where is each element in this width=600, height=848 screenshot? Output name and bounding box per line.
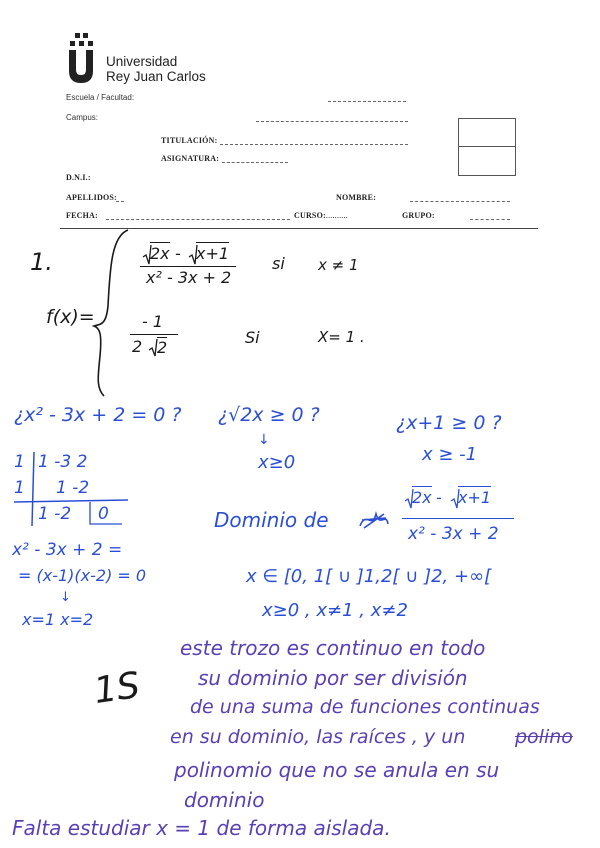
question-sqrt-2x: ¿√2x ≥ 0 ? bbox=[218, 404, 320, 426]
explanation-line-5: polinomio que no se anula en su bbox=[174, 758, 500, 782]
asignatura-label: ASIGNATURA: bbox=[161, 154, 220, 163]
ruffini-lines bbox=[10, 450, 134, 530]
dominio-fraction-bar bbox=[402, 518, 514, 519]
dominio-numerator-minus: - bbox=[436, 488, 442, 507]
grade-box bbox=[458, 118, 516, 176]
escuela-field-line bbox=[328, 101, 406, 102]
dominio-denominator: x² - 3x + 2 bbox=[408, 524, 499, 544]
titulacion-label: TITULACIÓN: bbox=[161, 136, 218, 145]
case1-si: si bbox=[272, 254, 285, 273]
grupo-field-line bbox=[470, 219, 510, 220]
nombre-label: NOMBRE: bbox=[336, 193, 377, 202]
case1-denominator: x² - 3x + 2 bbox=[146, 268, 232, 287]
dominio-numerator-a: 2x bbox=[412, 488, 432, 507]
case2-fraction-bar bbox=[130, 334, 178, 335]
university-line2: Rey Juan Carlos bbox=[106, 69, 206, 84]
case1-numerator-minus: - bbox=[175, 244, 181, 263]
ruffini-row2-lead: 1 bbox=[14, 478, 25, 498]
curso-label-text: CURSO: bbox=[294, 211, 326, 220]
function-name: f(x)= bbox=[46, 306, 95, 328]
case2-denominator-root: 2 bbox=[157, 338, 168, 357]
case1-numerator-a: 2x bbox=[150, 244, 170, 263]
piecewise-brace bbox=[88, 226, 134, 400]
case2-denominator-prefix: 2 bbox=[132, 337, 143, 356]
arrow-sqrt-2x: ↓ bbox=[258, 432, 270, 448]
factorization-line2: = (x-1)(x-2) = 0 bbox=[18, 566, 147, 585]
margin-grade-mark: 1S bbox=[91, 665, 143, 712]
struck-word: polino bbox=[515, 726, 573, 748]
explanation-line-4: en su dominio, las raíces , y un bbox=[170, 726, 466, 748]
dni-label: D.N.I.: bbox=[66, 173, 91, 182]
explanation-line-1: este trozo es continuo en todo bbox=[180, 636, 486, 660]
scribbled-out-mark bbox=[356, 506, 392, 534]
problem-number: 1. bbox=[30, 248, 53, 276]
ruffini-row3: 1 -2 bbox=[38, 504, 72, 524]
explanation-line-6: dominio bbox=[184, 788, 265, 812]
apellidos-label: APELLIDOS: bbox=[66, 193, 117, 202]
fecha-label: FECHA: bbox=[66, 211, 98, 220]
campus-field-line bbox=[256, 121, 408, 122]
dominio-numerator-b: x+1 bbox=[458, 488, 492, 507]
grupo-label: GRUPO: bbox=[402, 211, 435, 220]
university-line1: Universidad bbox=[106, 54, 178, 69]
ruffini-row1-lead: 1 bbox=[14, 452, 25, 472]
grade-box-divider bbox=[458, 146, 515, 147]
question-sqrt-x-plus-1: ¿x+1 ≥ 0 ? bbox=[396, 412, 502, 434]
final-line: Falta estudiar x = 1 de forma aislada. bbox=[12, 816, 391, 840]
case1-fraction-bar bbox=[140, 266, 236, 267]
case2-condition: X= 1 . bbox=[318, 328, 365, 346]
case1-numerator-b: x+1 bbox=[196, 244, 230, 263]
question-quadratic: ¿x² - 3x + 2 = 0 ? bbox=[14, 404, 182, 426]
ruffini-row1: 1 -3 2 bbox=[38, 452, 88, 472]
asignatura-field-line bbox=[222, 162, 288, 163]
campus-label: Campus: bbox=[66, 113, 99, 122]
titulacion-field-line bbox=[220, 144, 408, 145]
nombre-field-line bbox=[410, 201, 510, 202]
dominio-conditions: x≥0 , x≠1 , x≠2 bbox=[262, 600, 408, 621]
case2-numerator: - 1 bbox=[142, 312, 164, 331]
explanation-line-3: de una suma de funciones continuas bbox=[190, 696, 540, 718]
factorization-line1: x² - 3x + 2 = bbox=[12, 540, 123, 560]
apellidos-field-line bbox=[116, 201, 124, 202]
dominio-label: Dominio de bbox=[214, 508, 329, 532]
curso-label bbox=[294, 211, 348, 220]
fecha-field-line bbox=[106, 219, 290, 220]
ruffini-remainder: 0 bbox=[98, 504, 109, 524]
factorization-arrow: ↓ bbox=[60, 590, 71, 605]
case2-si: Si bbox=[245, 328, 260, 347]
university-logo bbox=[66, 33, 98, 85]
result-sqrt-x-plus-1: x ≥ -1 bbox=[422, 444, 478, 465]
case1-condition: x ≠ 1 bbox=[318, 256, 359, 274]
dominio-set: x ∈ [0, 1[ ∪ ]1,2[ ∪ ]2, +∞[ bbox=[246, 566, 492, 587]
explanation-line-2: su dominio por ser división bbox=[198, 666, 468, 690]
result-sqrt-2x: x≥0 bbox=[258, 452, 296, 473]
roots: x=1 x=2 bbox=[22, 610, 94, 629]
university-name bbox=[106, 54, 206, 84]
curso-dots: .......... bbox=[325, 211, 348, 220]
ruffini-row2: 1 -2 bbox=[56, 478, 90, 498]
escuela-label: Escuela / Facultad: bbox=[66, 93, 135, 102]
